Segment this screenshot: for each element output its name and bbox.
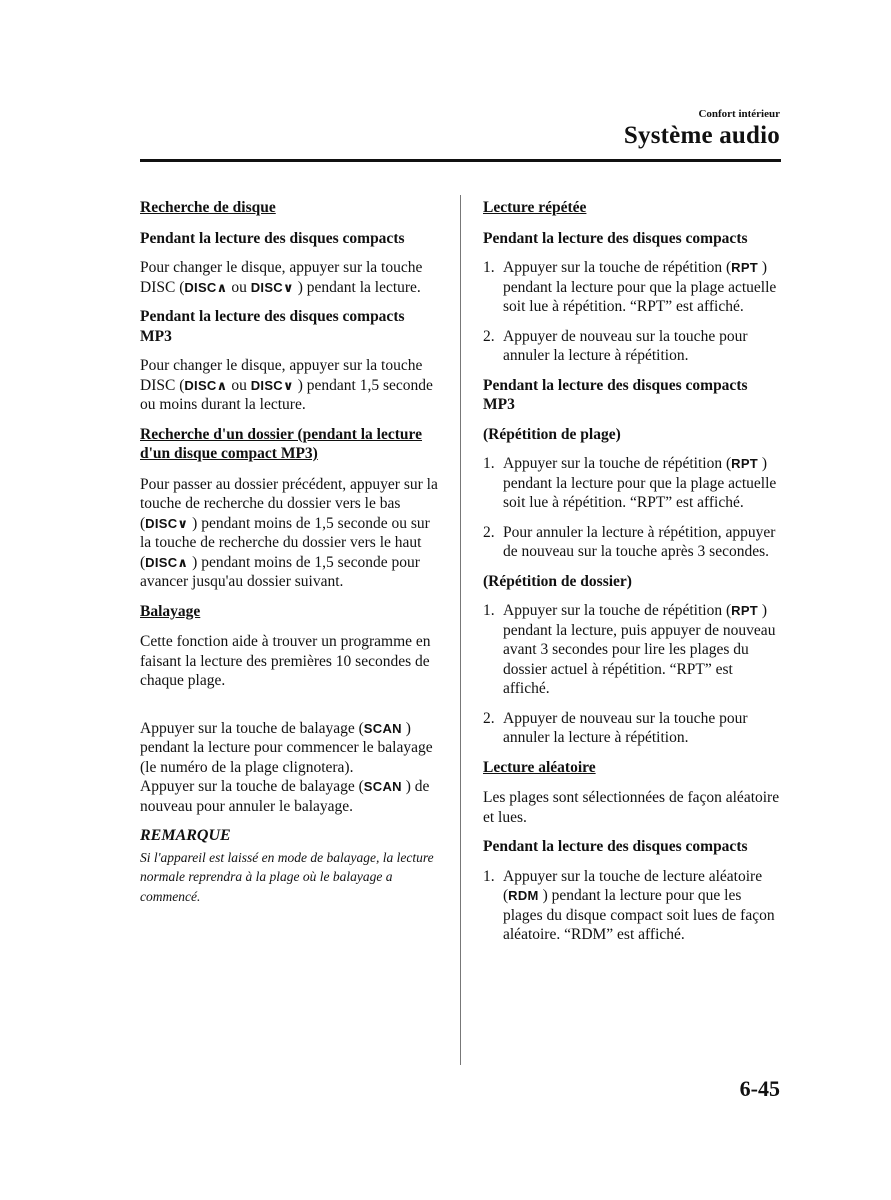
- chapter-label: Confort intérieur: [698, 108, 780, 120]
- list-item: 1. Appuyer sur la touche de répétition (RPT ) pendant la lecture pour que la plage actuelle soit lue à répétition. “RPT” est affiché.: [483, 259, 777, 315]
- paragraph-scan-intro: Cette fonction aide à trouver un programme en faisant la lecture des premières 10 secondes de chaque plage.: [140, 633, 431, 689]
- subheading-folder-repeat: (Répétition de dossier): [483, 572, 632, 590]
- rdm-key: RDM: [508, 888, 539, 903]
- left-column: [140, 198, 440, 906]
- paragraph-scan-cancel: Appuyer sur la touche de balayage (SCAN ) de nouveau pour annuler le balayage.: [140, 778, 430, 815]
- list-item: 1. Appuyer sur la touche de lecture aléatoire (RDM ) pendant la lecture pour que les plages du disque compact soit lues de façon aléatoire. “RDM” est affiché.: [483, 867, 775, 943]
- list-item: 2. Appuyer de nouveau sur la touche pour annuler la lecture à répétition.: [483, 709, 748, 746]
- disc-up-key: DISC∧: [145, 554, 189, 570]
- subheading-cd-mp3: Pendant la lecture des disques compacts MP3: [140, 308, 405, 345]
- section-title-folder-search: Recherche d'un dossier (pendant la lecture d'un disque compact MP3): [140, 425, 423, 462]
- paragraph-disc-change-mp3: Pour changer le disque, appuyer sur la touche DISC (DISC∧ ou DISC∨ ) pendant 1,5 seconde ou moins durant la lecture.: [140, 357, 433, 413]
- page-title: Système audio: [623, 122, 780, 149]
- rpt-key: RPT: [731, 456, 759, 471]
- remark-text: Si l'appareil est laissé en mode de balayage, la lecture normale reprendra à la plage où le balayage a commencé.: [140, 849, 434, 904]
- section-title-scan: Balayage: [140, 602, 201, 620]
- remark-heading: REMARQUE: [140, 827, 231, 844]
- list-item: 2. Appuyer de nouveau sur la touche pour annuler la lecture à répétition.: [483, 327, 748, 364]
- disc-down-key: DISC∨: [250, 377, 294, 393]
- disc-down-key: DISC∨: [145, 515, 189, 531]
- scan-key: SCAN: [363, 779, 402, 794]
- disc-down-key: DISC∨: [250, 279, 294, 295]
- subheading-cd: Pendant la lecture des disques compacts: [483, 838, 748, 855]
- rpt-key: RPT: [731, 603, 759, 618]
- section-title-disc-search: Recherche de disque: [140, 199, 276, 216]
- section-title-repeat: Lecture répétée: [483, 199, 587, 216]
- subheading-cd: Pendant la lecture des disques compacts: [140, 229, 405, 247]
- column-divider: [460, 195, 461, 1065]
- list-item: 1. Appuyer sur la touche de répétition (RPT ) pendant la lecture pour que la plage actuelle soit lue à répétition. “RPT” est affiché.: [483, 455, 777, 511]
- paragraph-folder-search: Pour passer au dossier précédent, appuyer sur la touche de recherche du dossier vers le bas (DISC∨ ) pendant moins de 1,5 seconde ou sur la touche de recherche du dossier vers le haut (DISC∧ ) pendant moins de 1,5 seconde pour avancer jusqu'au dossier suivant.: [140, 475, 438, 590]
- subheading-track-repeat: (Répétition de plage): [483, 425, 621, 443]
- disc-up-key: DISC∧: [184, 377, 228, 393]
- page-number: 6-45: [739, 1076, 780, 1101]
- paragraph-random-intro: Les plages sont sélectionnées de façon aléatoire et lues.: [483, 789, 780, 826]
- paragraph-disc-change: Pour changer le disque, appuyer sur la touche DISC (DISC∧ ou DISC∨ ) pendant la lecture.: [140, 259, 423, 296]
- rpt-key: RPT: [731, 260, 759, 275]
- scan-key: SCAN: [363, 720, 402, 736]
- subheading-cd-mp3: Pendant la lecture des disques compacts MP3: [483, 376, 748, 413]
- right-column: [483, 198, 783, 955]
- header-rule: [140, 159, 781, 162]
- paragraph-scan-start: Appuyer sur la touche de balayage (SCAN ) pendant la lecture pour commencer le balayage (le numéro de la plage clignotera).: [140, 719, 433, 776]
- list-item: 2. Pour annuler la lecture à répétition, appuyer de nouveau sur la touche après 3 secondes.: [483, 523, 776, 560]
- disc-up-key: DISC∧: [184, 279, 228, 295]
- subheading-cd: Pendant la lecture des disques compacts: [483, 229, 748, 247]
- list-item: 1. Appuyer sur la touche de répétition (RPT ) pendant la lecture, puis appuyer de nouveau avant 3 secondes pour lire les plages du dossier actuel à répétition. “RPT” est affiché.: [483, 602, 776, 697]
- section-title-random: Lecture aléatoire: [483, 758, 596, 776]
